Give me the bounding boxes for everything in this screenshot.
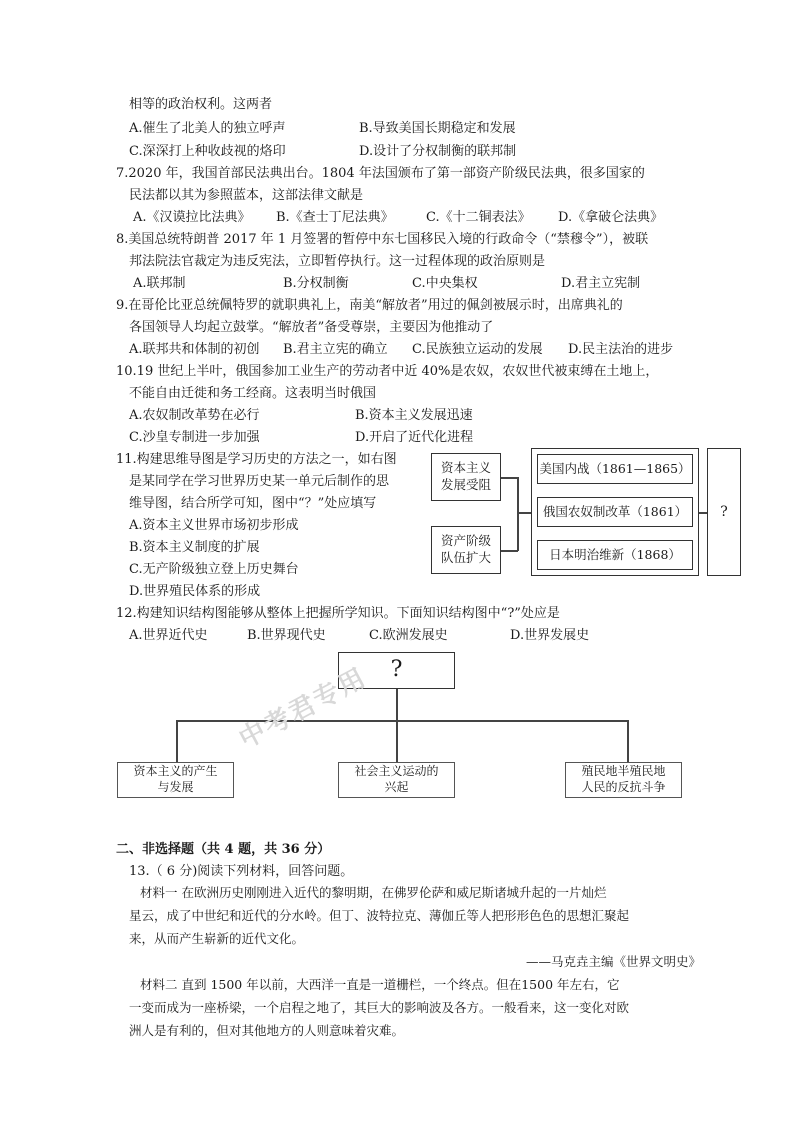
q6-option-d: D.设计了分权制衡的联邦制: [359, 144, 517, 159]
q11-box-text: 日本明治维新（1868）: [549, 546, 681, 562]
q9-stem-line1: 9.在哥伦比亚总统佩特罗的就职典礼上，南美“解放者”用过的佩剑被展示时，出席典礼的: [116, 298, 623, 313]
q7-option-b: B.《查士丁尼法典》: [276, 210, 394, 225]
q10-option-d: D.开启了近代化进程: [355, 430, 474, 445]
connector: [396, 720, 398, 763]
q13-material2-line2: 一变而成为一座桥梁，一个启程之地了，其巨大的影响波及各方。一般看来，这一变化对欧: [129, 1000, 630, 1015]
q8-option-d: D.君主立宪制: [561, 276, 641, 291]
q8-option-a: A.联邦制: [133, 276, 186, 291]
connector: [501, 477, 518, 479]
q12-option-b: B.世界现代史: [247, 628, 326, 643]
q11-stem-line2: 是某同学在学习世界历史某一单元后制作的思: [129, 474, 390, 489]
q11-box-text: ?: [720, 503, 728, 520]
watermark: 中考君专用: [234, 662, 373, 755]
q11-stem-line1: 11.构建思维导图是学习历史的方法之一，如右图: [116, 452, 397, 467]
q12-box-capitalism: [117, 762, 234, 798]
q11-box-text: 美国内战（1861—1865）: [539, 460, 691, 476]
q11-box-text: 俄国农奴制改革（1861）: [542, 503, 688, 519]
q12-box-socialism: [338, 762, 455, 798]
q7-option-d: D.《拿破仑法典》: [558, 210, 664, 225]
q7-stem-line2: 民法都以其为参照蓝本，这部法律文献是: [129, 188, 364, 203]
q9-option-a: A.联邦共和体制的初创: [129, 342, 260, 357]
q12-option-a: A.世界近代史: [129, 628, 208, 643]
q8-stem-line2: 邦法院法官裁定为违反宪法，立即暂停执行。这一过程体现的政治原则是: [129, 254, 546, 269]
q12-box-text: 社会主义运动的: [354, 764, 439, 779]
q11-option-d: D.世界殖民体系的形成: [129, 584, 261, 599]
q10-stem-line1: 10.19 世纪上半叶，俄国参加工业生产的劳动者中近 40%是农奴，农奴世代被束缚在土地上，: [116, 364, 659, 379]
q11-box-text: 资产阶级: [440, 533, 491, 549]
q11-box-answer-blank: [707, 448, 741, 576]
q12-box-text: 兴起: [384, 780, 409, 794]
q6-option-c: C.深深打上种收歧视的烙印: [129, 144, 286, 159]
q13-material1-line3: 来，从而产生崭新的近代文化。: [129, 931, 305, 946]
q11-box-text: 队伍扩大: [440, 550, 491, 565]
connector: [396, 689, 398, 721]
q13-material1-source: ——马克垚主编《世界文明史》: [526, 954, 702, 969]
connector: [627, 720, 629, 763]
connector: [517, 512, 532, 514]
connector: [517, 477, 519, 551]
q12-stem: 12.构建知识结构图能够从整体上把握所学知识。下面知识结构图中“?”处应是: [116, 606, 560, 621]
q6-option-b: B.导致美国长期稳定和发展: [359, 121, 516, 136]
q11-box-meiji-restoration: [537, 540, 693, 570]
q10-option-b: B.资本主义发展迅速: [355, 408, 473, 423]
q6-option-a: A.催生了北美人的独立呼声: [129, 121, 286, 136]
q9-option-d: D.民主法治的进步: [568, 342, 674, 357]
q7-option-a: A.《汉谟拉比法典》: [133, 210, 251, 225]
section-2-heading: 二、非选择题（共 4 题，共 36 分）: [116, 842, 331, 857]
q12-box-text: 人民的反抗斗争: [581, 780, 666, 794]
q7-stem-line1: 7.2020 年，我国首部民法典出台。1804 年法国颁布了第一部资产阶级民法典，很多国家的: [116, 166, 645, 181]
q11-option-b: B.资本主义制度的扩展: [129, 540, 260, 555]
q8-option-b: B.分权制衡: [283, 276, 349, 291]
q12-box-text: 殖民地半殖民地: [581, 764, 666, 779]
q10-option-a: A.农奴制改革势在必行: [129, 408, 260, 423]
q11-box-us-civil-war: [537, 454, 693, 484]
q12-box-text: 资本主义的产生: [133, 764, 218, 779]
q8-option-c: C.中央集权: [412, 276, 478, 291]
connector: [176, 720, 178, 763]
q11-box-text: 资本主义: [440, 460, 491, 476]
q12-box-text: ?: [390, 657, 403, 683]
q13-intro: 13.（ 6 分)阅读下列材料，回答问题。: [129, 864, 354, 879]
q12-box-text: 与发展: [157, 780, 194, 794]
q10-stem-line2: 不能自由迁徙和务工经商。这表明当时俄国: [129, 386, 377, 401]
q13-material1-line1: 材料一 在欧洲历史刚刚进入近代的黎明期，在佛罗伦萨和威尼斯诸城升起的一片灿烂: [140, 885, 607, 900]
q8-stem-line1: 8.美国总统特朗普 2017 年 1 月签署的暂停中东七国移民入境的行政命令（“禁穆令”），被联: [116, 232, 649, 247]
q10-option-c: C.沙皇专制进一步加强: [129, 430, 260, 445]
q6-tail: 相等的政治权利。这两者: [129, 97, 273, 112]
q11-box-capitalism-blocked: [431, 453, 501, 501]
q12-option-c: C.欧洲发展史: [369, 628, 448, 643]
q9-stem-line2: 各国领导人均起立鼓掌。“解放者”备受尊崇，主要因为他推动了: [129, 320, 494, 335]
q13-material2-line3: 洲人是有利的，但对其他地方的人则意味着灾难。: [129, 1023, 405, 1038]
q9-option-c: C.民族独立运动的发展: [412, 342, 543, 357]
connector: [501, 550, 518, 552]
q11-option-c: C.无产阶级独立登上历史舞台: [129, 562, 299, 577]
q11-option-a: A.资本主义世界市场初步形成: [129, 518, 299, 533]
q13-material2-line1: 材料二 直到 1500 年以前，大西洋一直是一道栅栏，一个终点。但在1500 年左右，它: [140, 977, 620, 992]
q11-box-text: 发展受阻: [440, 477, 491, 492]
q9-option-b: B.君主立宪的确立: [283, 342, 388, 357]
q11-box-bourgeoisie-expanded: [431, 526, 501, 574]
q12-option-d: D.世界发展史: [510, 628, 590, 643]
q11-stem-line3: 维导图，结合所学可知，图中“？”处应填写: [129, 496, 377, 511]
q12-box-colonial-resistance: [565, 762, 682, 798]
q7-option-c: C.《十二铜表法》: [426, 210, 531, 225]
q13-material1-line2: 星云，成了中世纪和近代的分水岭。但丁、波特拉克、薄伽丘等人把形形色色的思想汇聚起: [129, 908, 630, 923]
q11-box-russia-reform: [537, 497, 693, 527]
